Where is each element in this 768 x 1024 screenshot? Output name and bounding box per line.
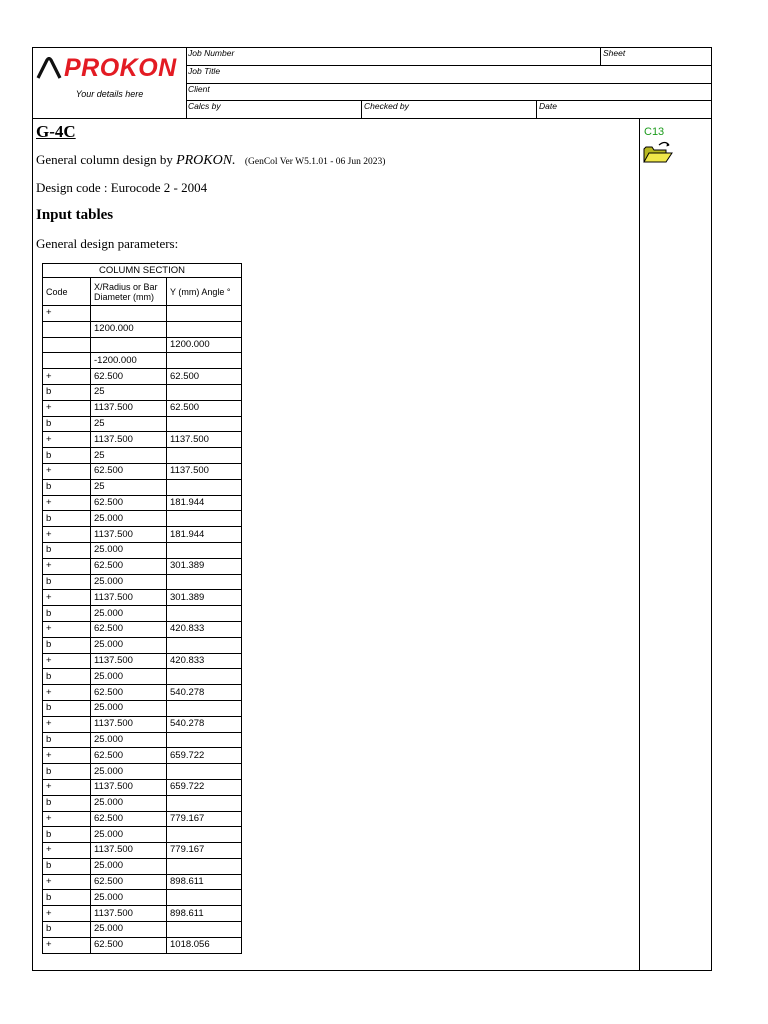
prokon-logo bbox=[36, 54, 177, 82]
cell-x: 62.500 bbox=[91, 558, 167, 574]
table-row bbox=[43, 448, 242, 464]
cell-x: 25.000 bbox=[91, 511, 167, 527]
cell-code: b bbox=[43, 858, 91, 874]
cell-y: 420.833 bbox=[167, 653, 242, 669]
cell-code: + bbox=[43, 590, 91, 606]
cell-y: 659.722 bbox=[167, 779, 242, 795]
table-row bbox=[43, 400, 242, 416]
col-header-code: Code bbox=[43, 278, 91, 306]
sheet-label: Sheet bbox=[600, 48, 711, 65]
cell-code bbox=[43, 321, 91, 337]
cell-x: 25.000 bbox=[91, 827, 167, 843]
cell-x: 1137.500 bbox=[91, 716, 167, 732]
cell-y bbox=[167, 637, 242, 653]
cell-x: 62.500 bbox=[91, 495, 167, 511]
cell-y bbox=[167, 542, 242, 558]
cell-code: b bbox=[43, 511, 91, 527]
cell-y bbox=[167, 827, 242, 843]
cell-y bbox=[167, 353, 242, 369]
table-row bbox=[43, 764, 242, 780]
table-row bbox=[43, 669, 242, 685]
cell-code: b bbox=[43, 384, 91, 400]
cell-code: b bbox=[43, 574, 91, 590]
table-row bbox=[43, 574, 242, 590]
cell-y: 1200.000 bbox=[167, 337, 242, 353]
table-row bbox=[43, 590, 242, 606]
cell-code: b bbox=[43, 448, 91, 464]
cell-y bbox=[167, 922, 242, 938]
cell-x: 1137.500 bbox=[91, 906, 167, 922]
cell-code: b bbox=[43, 669, 91, 685]
open-folder-icon[interactable] bbox=[643, 140, 673, 169]
table-row bbox=[43, 685, 242, 701]
table-row bbox=[43, 700, 242, 716]
cell-y bbox=[167, 306, 242, 322]
table-row bbox=[43, 416, 242, 432]
table-row bbox=[43, 732, 242, 748]
table-row bbox=[43, 306, 242, 322]
cell-x: 62.500 bbox=[91, 937, 167, 953]
table-row bbox=[43, 779, 242, 795]
table-row bbox=[43, 621, 242, 637]
cell-x: 25.000 bbox=[91, 858, 167, 874]
cell-code: b bbox=[43, 606, 91, 622]
cell-x bbox=[91, 337, 167, 353]
cell-y bbox=[167, 416, 242, 432]
table-row bbox=[43, 811, 242, 827]
cell-x: 62.500 bbox=[91, 811, 167, 827]
cell-code: + bbox=[43, 685, 91, 701]
table-row bbox=[43, 463, 242, 479]
table-row bbox=[43, 321, 242, 337]
cell-x: 1137.500 bbox=[91, 843, 167, 859]
cell-x: 25 bbox=[91, 384, 167, 400]
params-label: General design parameters: bbox=[36, 236, 179, 251]
cell-y: 779.167 bbox=[167, 843, 242, 859]
table-row bbox=[43, 795, 242, 811]
cell-code bbox=[43, 337, 91, 353]
cell-y: 1137.500 bbox=[167, 432, 242, 448]
cell-code: + bbox=[43, 843, 91, 859]
cell-y: 420.833 bbox=[167, 621, 242, 637]
cell-y bbox=[167, 574, 242, 590]
col-header-x: X/Radius or Bar Diameter (mm) bbox=[91, 278, 167, 306]
date-label: Date bbox=[536, 101, 711, 118]
table-row bbox=[43, 558, 242, 574]
cell-x: 1200.000 bbox=[91, 321, 167, 337]
cell-y: 301.389 bbox=[167, 590, 242, 606]
cell-y bbox=[167, 448, 242, 464]
cell-code: + bbox=[43, 432, 91, 448]
table-row bbox=[43, 384, 242, 400]
cell-y bbox=[167, 479, 242, 495]
table-row bbox=[43, 890, 242, 906]
calcs-by-label: Calcs by bbox=[188, 101, 221, 111]
cell-x: 25.000 bbox=[91, 732, 167, 748]
cell-code: + bbox=[43, 369, 91, 385]
cell-y: 1137.500 bbox=[167, 463, 242, 479]
cell-y: 301.389 bbox=[167, 558, 242, 574]
cell-y: 898.611 bbox=[167, 874, 242, 890]
cell-code: + bbox=[43, 558, 91, 574]
page-title: G-4C bbox=[36, 122, 76, 141]
cell-code: b bbox=[43, 890, 91, 906]
cell-code: + bbox=[43, 495, 91, 511]
header-row-client bbox=[186, 84, 711, 101]
cell-code: b bbox=[43, 827, 91, 843]
table-row bbox=[43, 606, 242, 622]
cell-y bbox=[167, 890, 242, 906]
cell-x: 62.500 bbox=[91, 874, 167, 890]
cell-x: 25.000 bbox=[91, 764, 167, 780]
cell-code: b bbox=[43, 700, 91, 716]
cell-code: b bbox=[43, 922, 91, 938]
cell-x: 1137.500 bbox=[91, 400, 167, 416]
cell-x: 25.000 bbox=[91, 700, 167, 716]
cell-x: 25 bbox=[91, 448, 167, 464]
cell-y bbox=[167, 700, 242, 716]
cell-code: + bbox=[43, 906, 91, 922]
cell-x: 62.500 bbox=[91, 748, 167, 764]
design-by-prefix: General column design by bbox=[36, 152, 173, 167]
cell-y: 1018.056 bbox=[167, 937, 242, 953]
job-number-label: Job Number bbox=[188, 48, 235, 58]
table-row bbox=[43, 922, 242, 938]
job-title-label: Job Title bbox=[188, 66, 221, 76]
cell-x: 1137.500 bbox=[91, 590, 167, 606]
cell-y: 898.611 bbox=[167, 906, 242, 922]
cell-y: 62.500 bbox=[167, 400, 242, 416]
header-row-job-number bbox=[186, 48, 711, 66]
client-label: Client bbox=[188, 84, 210, 94]
cell-x bbox=[91, 306, 167, 322]
cell-x: 62.500 bbox=[91, 685, 167, 701]
cell-x: 25.000 bbox=[91, 574, 167, 590]
table-body bbox=[43, 306, 242, 954]
cell-code: b bbox=[43, 732, 91, 748]
cell-y: 181.944 bbox=[167, 527, 242, 543]
logo-cell bbox=[33, 48, 187, 118]
cell-y: 540.278 bbox=[167, 685, 242, 701]
cell-y: 779.167 bbox=[167, 811, 242, 827]
cell-x: -1200.000 bbox=[91, 353, 167, 369]
logo-text: PROKON bbox=[64, 53, 177, 82]
cell-y bbox=[167, 384, 242, 400]
design-by-brand: PROKON. bbox=[176, 153, 236, 168]
cell-code: + bbox=[43, 779, 91, 795]
table-row bbox=[43, 906, 242, 922]
cell-y: 181.944 bbox=[167, 495, 242, 511]
table-section-header: COLUMN SECTION bbox=[43, 264, 242, 278]
cell-code: b bbox=[43, 542, 91, 558]
col-header-y: Y (mm) Angle ° bbox=[167, 278, 242, 306]
table-row bbox=[43, 874, 242, 890]
cell-y bbox=[167, 764, 242, 780]
cell-x: 1137.500 bbox=[91, 779, 167, 795]
cell-x: 62.500 bbox=[91, 369, 167, 385]
table-row bbox=[43, 479, 242, 495]
table-row bbox=[43, 937, 242, 953]
table-row bbox=[43, 716, 242, 732]
cell-code: b bbox=[43, 764, 91, 780]
header-row-calcs bbox=[186, 101, 711, 118]
cell-code: + bbox=[43, 400, 91, 416]
sheet-header bbox=[33, 48, 711, 119]
cell-code: + bbox=[43, 527, 91, 543]
cell-code: + bbox=[43, 653, 91, 669]
section-heading: Input tables bbox=[36, 207, 114, 223]
table-row bbox=[43, 432, 242, 448]
table-row bbox=[43, 858, 242, 874]
cell-x: 25.000 bbox=[91, 795, 167, 811]
table-row bbox=[43, 542, 242, 558]
table-row bbox=[43, 511, 242, 527]
cell-y: 540.278 bbox=[167, 716, 242, 732]
cell-code: + bbox=[43, 811, 91, 827]
cell-code: + bbox=[43, 748, 91, 764]
table-row bbox=[43, 495, 242, 511]
table-row bbox=[43, 637, 242, 653]
table-row bbox=[43, 527, 242, 543]
cell-x: 1137.500 bbox=[91, 432, 167, 448]
cell-code: + bbox=[43, 874, 91, 890]
cell-code bbox=[43, 353, 91, 369]
cell-x: 62.500 bbox=[91, 621, 167, 637]
table-row bbox=[43, 369, 242, 385]
cell-x: 25 bbox=[91, 479, 167, 495]
cell-x: 25.000 bbox=[91, 542, 167, 558]
cell-code: + bbox=[43, 463, 91, 479]
table-row bbox=[43, 653, 242, 669]
cell-code: + bbox=[43, 937, 91, 953]
version-text: (GenCol Ver W5.1.01 - 06 Jun 2023) bbox=[244, 157, 386, 167]
cell-x: 25 bbox=[91, 416, 167, 432]
your-details: Your details here bbox=[75, 89, 144, 99]
table-row bbox=[43, 748, 242, 764]
cell-y bbox=[167, 795, 242, 811]
cell-y bbox=[167, 511, 242, 527]
cell-code: b bbox=[43, 637, 91, 653]
cell-y bbox=[167, 858, 242, 874]
cell-y bbox=[167, 732, 242, 748]
cell-code: + bbox=[43, 306, 91, 322]
cell-x: 1137.500 bbox=[91, 653, 167, 669]
header-row-job-title bbox=[186, 66, 711, 84]
calc-reference: C13 bbox=[644, 126, 665, 138]
cell-x: 62.500 bbox=[91, 463, 167, 479]
table-row bbox=[43, 337, 242, 353]
cell-y bbox=[167, 669, 242, 685]
cell-code: + bbox=[43, 716, 91, 732]
reference-column bbox=[639, 118, 712, 970]
cell-y bbox=[167, 321, 242, 337]
cell-code: b bbox=[43, 795, 91, 811]
cell-x: 25.000 bbox=[91, 890, 167, 906]
design-by-line bbox=[36, 152, 385, 169]
cell-x: 1137.500 bbox=[91, 527, 167, 543]
design-code: Design code : Eurocode 2 - 2004 bbox=[36, 180, 208, 195]
cell-code: b bbox=[43, 416, 91, 432]
cell-y: 62.500 bbox=[167, 369, 242, 385]
cell-y: 659.722 bbox=[167, 748, 242, 764]
cell-x: 25.000 bbox=[91, 669, 167, 685]
cell-x: 25.000 bbox=[91, 606, 167, 622]
column-section-table bbox=[42, 263, 242, 954]
checked-by-label: Checked by bbox=[361, 101, 536, 118]
cell-x: 25.000 bbox=[91, 922, 167, 938]
table-row bbox=[43, 827, 242, 843]
table-row bbox=[43, 353, 242, 369]
cell-x: 25.000 bbox=[91, 637, 167, 653]
table-row bbox=[43, 843, 242, 859]
cell-code: + bbox=[43, 621, 91, 637]
cell-code: b bbox=[43, 479, 91, 495]
prokon-arc-icon bbox=[36, 57, 62, 79]
cell-y bbox=[167, 606, 242, 622]
